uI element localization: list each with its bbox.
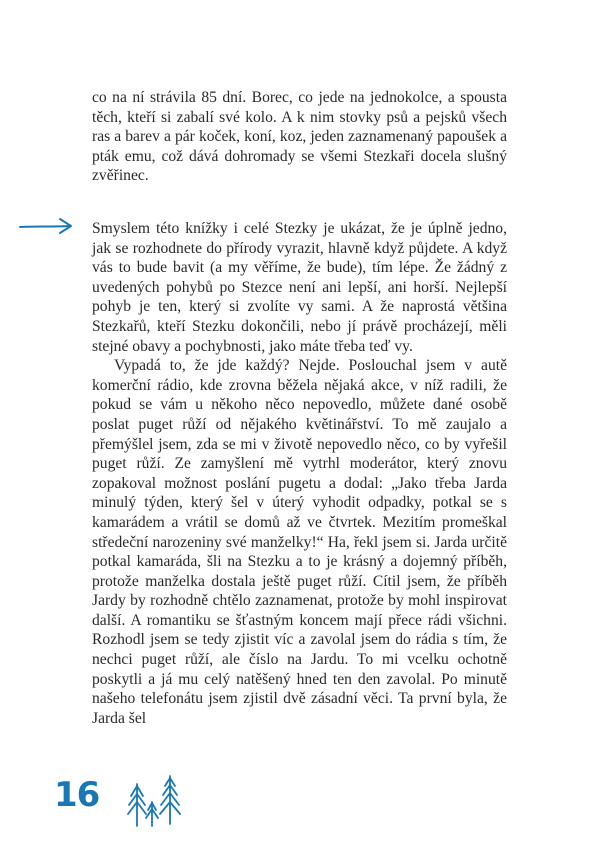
text-block-top (92, 88, 507, 186)
text-block-main (92, 219, 507, 728)
paragraph: Vypadá to, že jde každý? Nejde. Poslouchal jsem v autě komerční rádio, kde zrovna běžela nějaká akce, v níž radili, že pokud se vám u někoho něco nepovedlo, můžete dané osobě poslat puget růží od nějakého květinářství. To mě zaujalo a přemýšlel jsem, zda se mi v životě nepovedlo něco, co by vyřešil puget růží. Ze zamyšlení mě vytrhl moderátor, který znovu zopakoval možnost poslání pugetu a dodal: „Jako třeba Jarda minulý týden, který šel v úterý vyhodit odpadky, potkal se s kamarádem a vrátil se domů až ve čtvrtek. Mezitím promeškal středeční narozeniny své manželky!“ Ha, řekl jsem si. Jarda určitě potkal kamaráda, šli na Stezku a to je krásný a dojemný příběh, protože manželka dostala ještě puget růží. Cítil jsem, že příběh Jardy by rozhodně chtělo zaznamenat, protože by mohl inspirovat další. A romantiku se šťastným koncem mají přece rádi všichni. Rozhodl jsem se tedy zjistit víc a zavolal jsem do rádia s tím, že nechci puget růží, ale číslo na Jardu. To mi vcelku ochotně poskytli a já mu celý natěšený hned ten den zavolal. Po minutě našeho telefonátu jsem zjistil dvě zásadní věci. Ta první byla, že Jarda šel (92, 357, 507, 727)
arrow-right-icon (18, 216, 74, 236)
pine-trees-icon (123, 774, 187, 828)
page-number: 16 (54, 775, 100, 815)
paragraph: co na ní strávila 85 dní. Borec, co jede na jednokolce, a spousta těch, kteří si zabalí své kolo. A k nim stovky psů a pejsků všech ras a barev a pár koček, koní, koz, jeden zaznamenaný papoušek a pták emu, což dává dohromady se všemi Stezkaři docela slušný zvěřinec. (92, 89, 507, 185)
paragraph: Smyslem této knížky i celé Stezky je ukázat, že je úplně jedno, jak se rozhodnete do přírody vyrazit, hlavně když půjdete. A když vás to bude bavit (a my věříme, že bude), tím lépe. Že žádný z uvedených pohybů po Stezce není ani lepší, ani horší. Nejlepší pohyb je ten, který si zvolíte vy sami. A že naprostá většina Stezkařů, kteří Stezku dokončili, nebo jí právě procházejí, měli stejné obavy a pochybnosti, jako máte třeba teď vy. (92, 220, 507, 355)
